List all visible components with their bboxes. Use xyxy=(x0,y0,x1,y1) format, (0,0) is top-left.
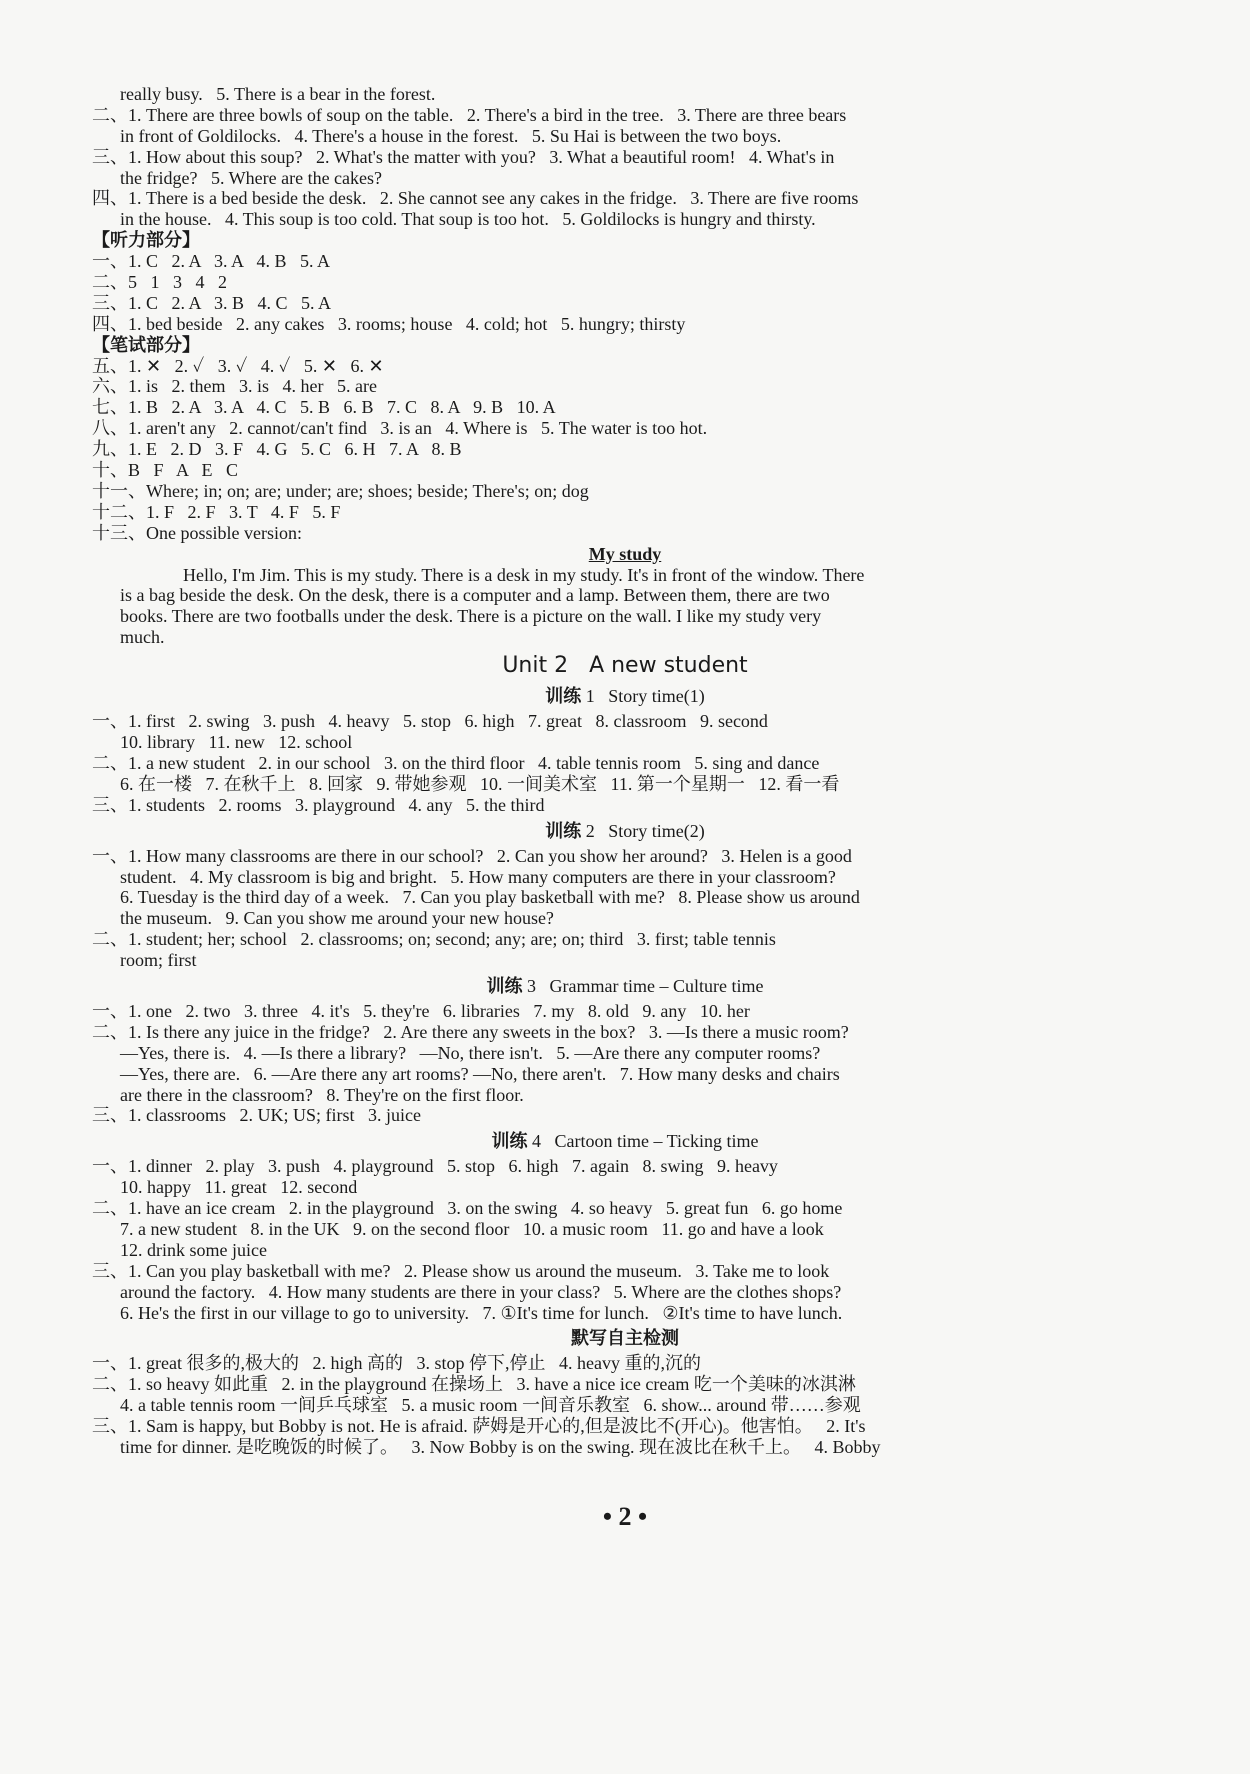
line-text: 1. ✕ 2. ✓ 3. ✓ 4. ✓ 5. ✕ 6. ✕ xyxy=(128,355,384,376)
section-heading xyxy=(0,971,1250,1001)
line-text: 10. library 11. new 12. school xyxy=(120,732,353,753)
unit-heading xyxy=(0,648,1250,681)
answer-line xyxy=(0,105,1250,126)
question-number: 一、 xyxy=(92,1353,128,1374)
line-text: 1. bed beside 2. any cakes 3. rooms; house 4. cold; hot 5. hungry; thirsty xyxy=(128,313,686,334)
answer-line xyxy=(0,887,1250,908)
line-text: B F A E C xyxy=(128,460,239,481)
question-number: 二、 xyxy=(92,104,128,125)
line-text: 1. is 2. them 3. is 4. her 5. are xyxy=(128,376,377,397)
answer-line xyxy=(0,439,1250,460)
question-number: 九、 xyxy=(92,439,128,460)
question-number: 三、 xyxy=(92,1260,128,1281)
line-text: 5 1 3 4 2 xyxy=(128,272,227,293)
line-text: My study xyxy=(588,543,662,564)
answer-line xyxy=(0,376,1250,397)
answer-line xyxy=(0,523,1250,544)
line-text: 1. first 2. swing 3. push 4. heavy 5. stop 6. high 7. great 8. classroom 9. second xyxy=(128,711,768,732)
answer-line xyxy=(0,908,1250,929)
question-number: 十、 xyxy=(92,460,128,481)
page-number: • 2 • xyxy=(602,1502,648,1531)
question-number: 一、 xyxy=(92,711,128,732)
answer-line xyxy=(0,168,1250,189)
answer-line xyxy=(0,1022,1250,1043)
line-text: is a bag beside the desk. On the desk, there is a computer and a lamp. Between them, there are two xyxy=(120,585,830,606)
line-text: 1. Can you play basketball with me? 2. Please show us around the museum. 3. Take me to look xyxy=(128,1260,830,1281)
line-text: 1. How about this soup? 2. What's the matter with you? 3. What a beautiful room! 4. What's in xyxy=(128,146,835,167)
line-text: —Yes, there are. 6. —Are there any art rooms? —No, there aren't. 7. How many desks and chairs xyxy=(120,1063,840,1084)
answer-line xyxy=(0,460,1250,481)
line-text: 1. have an ice cream 2. in the playground 3. on the swing 4. so heavy 5. great fun 6. go home xyxy=(128,1198,843,1219)
line-text: 【听力部分】 xyxy=(92,230,200,251)
question-number: 一、 xyxy=(92,1156,128,1177)
line-text: room; first xyxy=(120,950,197,971)
line-text: 4 Cartoon time – Ticking time xyxy=(527,1131,759,1152)
answer-line xyxy=(0,711,1250,732)
answer-line xyxy=(0,565,1250,586)
question-number: 三、 xyxy=(92,794,128,815)
answer-key-page xyxy=(0,84,1250,1458)
answer-line xyxy=(0,1261,1250,1282)
answer-line xyxy=(0,950,1250,971)
line-text: Where; in; on; are; under; are; shoes; beside; There's; on; dog xyxy=(146,480,589,501)
question-number: 四、 xyxy=(92,313,128,334)
answer-line xyxy=(0,418,1250,439)
line-text: 2 Story time(2) xyxy=(581,820,705,841)
answer-line xyxy=(0,1001,1250,1022)
answer-line xyxy=(0,1085,1250,1106)
section-heading xyxy=(0,681,1250,711)
line-text: 【笔试部分】 xyxy=(92,334,200,355)
question-number: 三、 xyxy=(92,146,128,167)
answer-line xyxy=(0,1156,1250,1177)
answer-line xyxy=(0,606,1250,627)
question-number: 二、 xyxy=(92,1021,128,1042)
answer-line xyxy=(0,753,1250,774)
question-number: 二、 xyxy=(92,1198,128,1219)
line-text: in the house. 4. This soup is too cold. That soup is too hot. 5. Goldilocks is hungry and thirsty. xyxy=(120,209,816,230)
answer-line xyxy=(0,585,1250,606)
answer-line xyxy=(0,251,1250,272)
essay-title xyxy=(0,544,1250,565)
answer-line xyxy=(0,1303,1250,1324)
answer-line xyxy=(0,272,1250,293)
answer-line xyxy=(0,732,1250,753)
answer-line xyxy=(0,846,1250,867)
line-text: Unit 2 A new student xyxy=(502,653,748,679)
line-text: much. xyxy=(120,627,165,648)
question-number: 二、 xyxy=(92,752,128,773)
question-number: 二、 xyxy=(92,929,128,950)
line-text: —Yes, there is. 4. —Is there a library? —No, there isn't. 5. —Are there any computer rooms? xyxy=(120,1042,821,1063)
answer-line xyxy=(0,356,1250,377)
section-heading xyxy=(0,816,1250,846)
line-text: 1. Sam is happy, but Bobby is not. He is afraid. 萨姆是开心的,但是波比不(开心)。他害怕。 2. It's xyxy=(128,1416,866,1437)
question-number: 训练 xyxy=(486,975,523,996)
answer-line xyxy=(0,209,1250,230)
line-text: student. 4. My classroom is big and bright. 5. How many computers are there in your classroom? xyxy=(120,866,836,887)
answer-line xyxy=(0,929,1250,950)
question-number: 七、 xyxy=(92,397,128,418)
line-text: 7. a new student 8. in the UK 9. on the second floor 10. a music room 11. go and have a look xyxy=(120,1218,824,1239)
answer-line xyxy=(0,293,1250,314)
question-number: 训练 xyxy=(491,1131,528,1152)
line-text: 1. one 2. two 3. three 4. it's 5. they're 6. libraries 7. my 8. old 9. any 10. her xyxy=(128,1000,750,1021)
answer-line xyxy=(0,84,1250,105)
answer-line xyxy=(0,147,1250,168)
question-number: 二、 xyxy=(92,1374,128,1395)
question-number: 三、 xyxy=(92,1105,128,1126)
line-text: 1. great 很多的,极大的 2. high 高的 3. stop 停下,停止 4. heavy 重的,沉的 xyxy=(128,1353,701,1374)
answer-line xyxy=(0,795,1250,816)
question-number: 一、 xyxy=(92,845,128,866)
line-text: 1. There is a bed beside the desk. 2. She cannot see any cakes in the fridge. 3. There are five rooms xyxy=(128,188,859,209)
line-text: 1. classrooms 2. UK; US; first 3. juice xyxy=(128,1105,421,1126)
line-text: One possible version: xyxy=(146,522,302,543)
answer-line xyxy=(0,188,1250,209)
answer-line xyxy=(0,774,1250,795)
answer-line xyxy=(0,502,1250,523)
question-number: 训练 xyxy=(545,686,582,707)
answer-line xyxy=(0,627,1250,648)
answer-line xyxy=(0,1240,1250,1261)
line-text: 6. Tuesday is the third day of a week. 7. Can you play basketball with me? 8. Please show us around xyxy=(120,887,860,908)
question-number: 训练 xyxy=(545,820,582,841)
answer-line xyxy=(0,397,1250,418)
line-text: the museum. 9. Can you show me around your new house? xyxy=(120,908,554,929)
line-text: are there in the classroom? 8. They're on the first floor. xyxy=(120,1084,524,1105)
line-text: in front of Goldilocks. 4. There's a house in the forest. 5. Su Hai is between the two boys. xyxy=(120,125,782,146)
question-number: 十二、 xyxy=(92,501,146,522)
answer-line xyxy=(0,1282,1250,1303)
line-text: 1. Is there any juice in the fridge? 2. Are there any sweets in the box? 3. —Is there a music room? xyxy=(128,1021,849,1042)
question-number: 十三、 xyxy=(92,522,146,543)
line-text: 1. students 2. rooms 3. playground 4. any 5. the third xyxy=(128,794,545,815)
answer-line xyxy=(0,335,1250,356)
answer-line xyxy=(0,126,1250,147)
line-text: 3 Grammar time – Culture time xyxy=(522,975,764,996)
line-text: 6. 在一楼 7. 在秋千上 8. 回家 9. 带她参观 10. 一间美术室 11. 第一个星期一 12. 看一看 xyxy=(120,773,840,794)
line-text: 1. student; her; school 2. classrooms; on; second; any; are; on; third 3. first; table tennis xyxy=(128,929,776,950)
line-text: Hello, I'm Jim. This is my study. There is a desk in my study. It's in front of the window. There xyxy=(183,564,865,585)
line-text: 1. a new student 2. in our school 3. on the third floor 4. table tennis room 5. sing and dance xyxy=(128,752,820,773)
answer-line xyxy=(0,1105,1250,1126)
answer-line xyxy=(0,1416,1250,1437)
line-text: 1. There are three bowls of soup on the table. 2. There's a bird in the tree. 3. There are three bears xyxy=(128,104,847,125)
line-text: 1. aren't any 2. cannot/can't find 3. is an 4. Where is 5. The water is too hot. xyxy=(128,418,708,439)
line-text: 1. F 2. F 3. T 4. F 5. F xyxy=(146,501,341,522)
question-number: 一、 xyxy=(92,251,128,272)
question-number: 默写自主检测 xyxy=(571,1328,679,1349)
line-text: really busy. 5. There is a bear in the forest. xyxy=(120,84,436,104)
answer-line xyxy=(0,1374,1250,1395)
answer-line xyxy=(0,1064,1250,1085)
answer-line xyxy=(0,1198,1250,1219)
answer-line xyxy=(0,481,1250,502)
question-number: 六、 xyxy=(92,376,128,397)
answer-line xyxy=(0,1043,1250,1064)
line-text: 12. drink some juice xyxy=(120,1239,267,1260)
line-text: 1. dinner 2. play 3. push 4. playground 5. stop 6. high 7. again 8. swing 9. heavy xyxy=(128,1156,778,1177)
line-text: 1. C 2. A 3. B 4. C 5. A xyxy=(128,292,332,313)
question-number: 五、 xyxy=(92,355,128,376)
answer-line xyxy=(0,1219,1250,1240)
line-text: time for dinner. 是吃晚饭的时候了。 3. Now Bobby is on the swing. 现在波比在秋千上。 4. Bobby xyxy=(120,1436,881,1457)
answer-line xyxy=(0,314,1250,335)
line-text: books. There are two footballs under the desk. There is a picture on the wall. I like my study very xyxy=(120,606,822,627)
answer-line xyxy=(0,1177,1250,1198)
answer-line xyxy=(0,1395,1250,1416)
answer-line xyxy=(0,1353,1250,1374)
answer-line xyxy=(0,1437,1250,1458)
question-number: 一、 xyxy=(92,1000,128,1021)
question-number: 十一、 xyxy=(92,480,146,501)
section-heading xyxy=(0,1126,1250,1156)
question-number: 八、 xyxy=(92,418,128,439)
section-heading xyxy=(0,1323,1250,1353)
line-text: 6. He's the first in our village to go to university. 7. ①It's time for lunch. ②It's time to have lunch. xyxy=(120,1302,843,1323)
line-text: 1 Story time(1) xyxy=(581,686,705,707)
line-text: 10. happy 11. great 12. second xyxy=(120,1177,358,1198)
line-text: the fridge? 5. Where are the cakes? xyxy=(120,167,383,188)
line-text: 1. How many classrooms are there in our school? 2. Can you show her around? 3. Helen is a good xyxy=(128,845,852,866)
answer-line xyxy=(0,867,1250,888)
question-number: 四、 xyxy=(92,188,128,209)
line-text: 1. so heavy 如此重 2. in the playground 在操场上 3. have a nice ice cream 吃一个美味的冰淇淋 xyxy=(128,1374,856,1395)
question-number: 三、 xyxy=(92,1416,128,1437)
line-text: around the factory. 4. How many students are there in your class? 5. Where are the clothes shops? xyxy=(120,1281,842,1302)
line-text: 1. B 2. A 3. A 4. C 5. B 6. B 7. C 8. A 9. B 10. A xyxy=(128,397,556,418)
line-text: 1. C 2. A 3. A 4. B 5. A xyxy=(128,251,331,272)
answer-line xyxy=(0,230,1250,251)
line-text: 4. a table tennis room 一间乒乓球室 5. a music room 一间音乐教室 6. show... around 带……参观 xyxy=(120,1395,861,1416)
question-number: 三、 xyxy=(92,292,128,313)
line-text: 1. E 2. D 3. F 4. G 5. C 6. H 7. A 8. B xyxy=(128,439,462,460)
question-number: 二、 xyxy=(92,272,128,293)
